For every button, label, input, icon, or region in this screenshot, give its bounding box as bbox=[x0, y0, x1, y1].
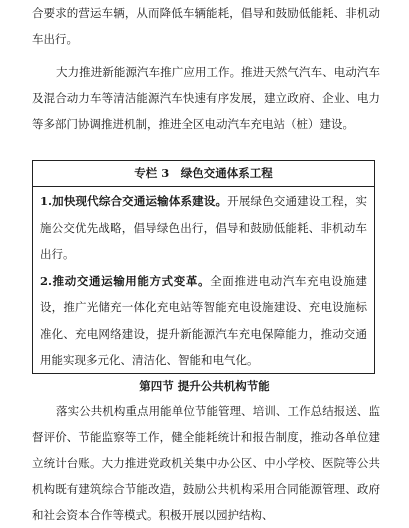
feature-box-item-2 bbox=[40, 268, 367, 374]
feature-box-body bbox=[33, 187, 374, 374]
feature-box-green-transport bbox=[32, 160, 375, 374]
feature-box-item-1-lead: 1.加快现代综合交通运输体系建设。 bbox=[40, 194, 228, 208]
feature-box-item-1 bbox=[40, 188, 367, 268]
feature-box-title: 专栏 3 绿色交通体系工程 bbox=[33, 161, 374, 187]
paragraph-new-energy-vehicles: 大力推进新能源汽车推广应用工作。推进天然气汽车、电动汽车及混合动力车等清洁能源汽车快速有序发展，建立政府、企业、电力等多部门协调推进机制，推进全区电动汽车充电站（桩）建设。 bbox=[32, 65, 380, 131]
section-heading: 第四节 提升公共机构节能 bbox=[139, 379, 270, 393]
paragraph-public-institutions: 落实公共机构重点用能单位节能管理、培训、工作总结报送、监督评价、节能监察等工作，健全能耗统计和报告制度，推动各单位建立统计台账。大力推进党政机关集中办公区、中小学校、医院等公共机构既有建筑综合节能改造，鼓励公共机构采用合同能源管理、政府和社会资本合作等模式。积极开展以园护结构、 bbox=[32, 404, 380, 522]
feature-box-item-1-text: 开展绿色交通建设工程，实施公交优先战略，倡导绿色出行，倡导和鼓励低能耗、非机动车出行。 bbox=[40, 194, 367, 261]
feature-box-item-2-text: 全面推进电动汽车充电设施建设，推广光储充一体化充电站等智能充电设施建设、充电设施标准化、充电网络建设，提升新能源汽车充电保障能力，推动交通用能实现多元化、清洁化、智能和电气化。 bbox=[40, 273, 368, 367]
feature-box-item-2-lead: 2.推动交通运输用能方式变革。 bbox=[40, 273, 211, 288]
paragraph-green-travel: 合要求的营运车辆，从而降低车辆能耗，倡导和鼓励低能耗、非机动车出行。 bbox=[32, 6, 380, 46]
